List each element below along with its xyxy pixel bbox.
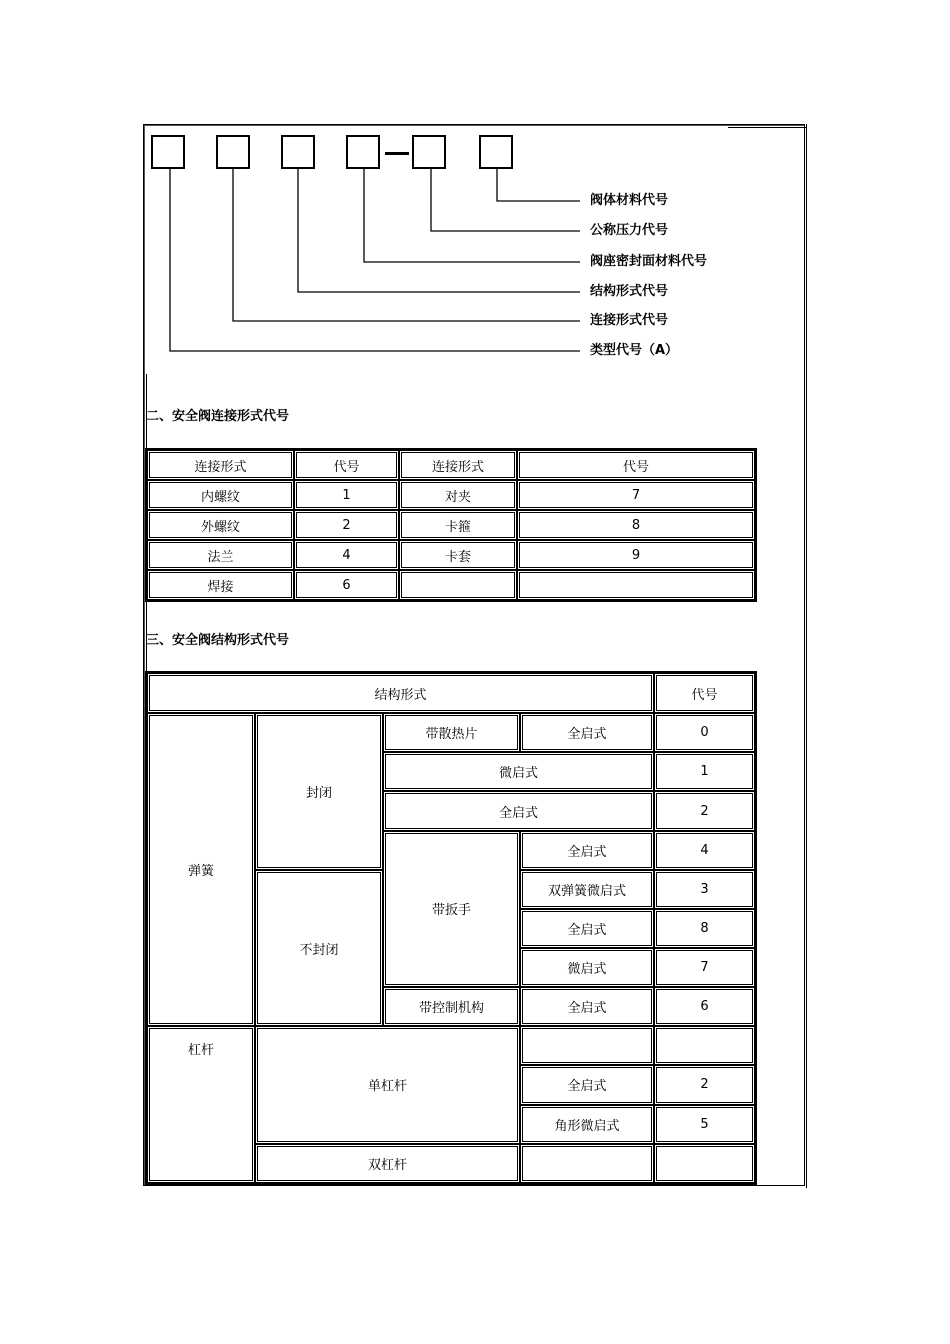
- cell: 内螺纹: [147, 480, 294, 510]
- cell-empty: [520, 1144, 654, 1183]
- cell: 双弹簧微启式: [520, 870, 654, 909]
- cell-lever: 杠杆: [147, 1026, 255, 1183]
- code-cell: 3: [654, 870, 755, 909]
- cell: 6: [294, 570, 399, 600]
- table-row: [147, 510, 755, 540]
- cell: 7: [517, 480, 755, 510]
- cell: 角形微启式: [520, 1105, 654, 1144]
- cell-spring: 弹簧: [147, 713, 255, 1026]
- cell: 8: [517, 510, 755, 540]
- cell-not-closed: 不封闭: [255, 870, 383, 1027]
- cell: 焊接: [147, 570, 294, 600]
- leader-line: [170, 169, 580, 351]
- table-row: [147, 570, 755, 600]
- table-row: [147, 1026, 755, 1065]
- code-cell-empty: [654, 1026, 755, 1065]
- code-cell: 2: [654, 1065, 755, 1104]
- cell: 全启式: [520, 987, 654, 1026]
- cell: 带控制机构: [383, 987, 520, 1026]
- connection-table: [145, 448, 757, 602]
- code-cell: 4: [654, 831, 755, 870]
- cell: 卡套: [399, 540, 517, 570]
- label-nominal-pressure: 公称压力代号: [590, 223, 669, 238]
- cell: 全启式: [383, 791, 654, 830]
- cell-with-wrench: 带扳手: [383, 831, 520, 988]
- code-cell: 0: [654, 713, 755, 752]
- code-cell: 7: [654, 948, 755, 987]
- leader-line: [364, 169, 580, 262]
- leader-line: [497, 169, 580, 201]
- header-cell: 连接形式: [399, 450, 517, 480]
- header-cell: 结构形式: [147, 673, 654, 713]
- table-row: [147, 480, 755, 510]
- leader-lines: [0, 0, 950, 400]
- leader-line: [431, 169, 580, 231]
- table-header-row: [147, 673, 755, 713]
- cell: 法兰: [147, 540, 294, 570]
- cell: 带散热片: [383, 713, 520, 752]
- cell: 全启式: [520, 831, 654, 870]
- code-cell-empty: [654, 1144, 755, 1183]
- header-cell: 代号: [654, 673, 755, 713]
- cell: [399, 570, 517, 600]
- header-cell: 连接形式: [147, 450, 294, 480]
- code-cell: 1: [654, 752, 755, 791]
- structure-table: [145, 671, 757, 1185]
- label-body-material: 阀体材料代号: [590, 193, 669, 208]
- code-cell: 2: [654, 791, 755, 830]
- header-cell: 代号: [294, 450, 399, 480]
- label-seat-material: 阀座密封面材料代号: [590, 254, 708, 269]
- code-cell: 8: [654, 909, 755, 948]
- header-cell: 代号: [517, 450, 755, 480]
- cell: 外螺纹: [147, 510, 294, 540]
- section2-heading: 二、安全阀连接形式代号: [146, 409, 290, 424]
- cell: 2: [294, 510, 399, 540]
- code-cell: 6: [654, 987, 755, 1026]
- section3-heading: 三、安全阀结构形式代号: [146, 633, 290, 648]
- cell-single-lever: 单杠杆: [255, 1026, 520, 1143]
- cell: 微启式: [520, 948, 654, 987]
- cell: 微启式: [383, 752, 654, 791]
- cell-closed: 封闭: [255, 713, 383, 870]
- label-type: 类型代号（A）: [590, 343, 679, 358]
- leader-line: [233, 169, 580, 321]
- label-connection: 连接形式代号: [590, 313, 669, 328]
- cell: 1: [294, 480, 399, 510]
- table-header-row: [147, 450, 755, 480]
- cell-double-lever: 双杠杆: [255, 1144, 520, 1183]
- label-structure: 结构形式代号: [590, 284, 669, 299]
- cell-empty: [520, 1026, 654, 1065]
- table-row: [147, 540, 755, 570]
- cell: [517, 570, 755, 600]
- cell: 全启式: [520, 713, 654, 752]
- cell: 9: [517, 540, 755, 570]
- cell: 全启式: [520, 909, 654, 948]
- cell: 卡箍: [399, 510, 517, 540]
- cell: 4: [294, 540, 399, 570]
- cell: 对夹: [399, 480, 517, 510]
- code-cell: 5: [654, 1105, 755, 1144]
- table-row: [147, 713, 755, 752]
- cell: 全启式: [520, 1065, 654, 1104]
